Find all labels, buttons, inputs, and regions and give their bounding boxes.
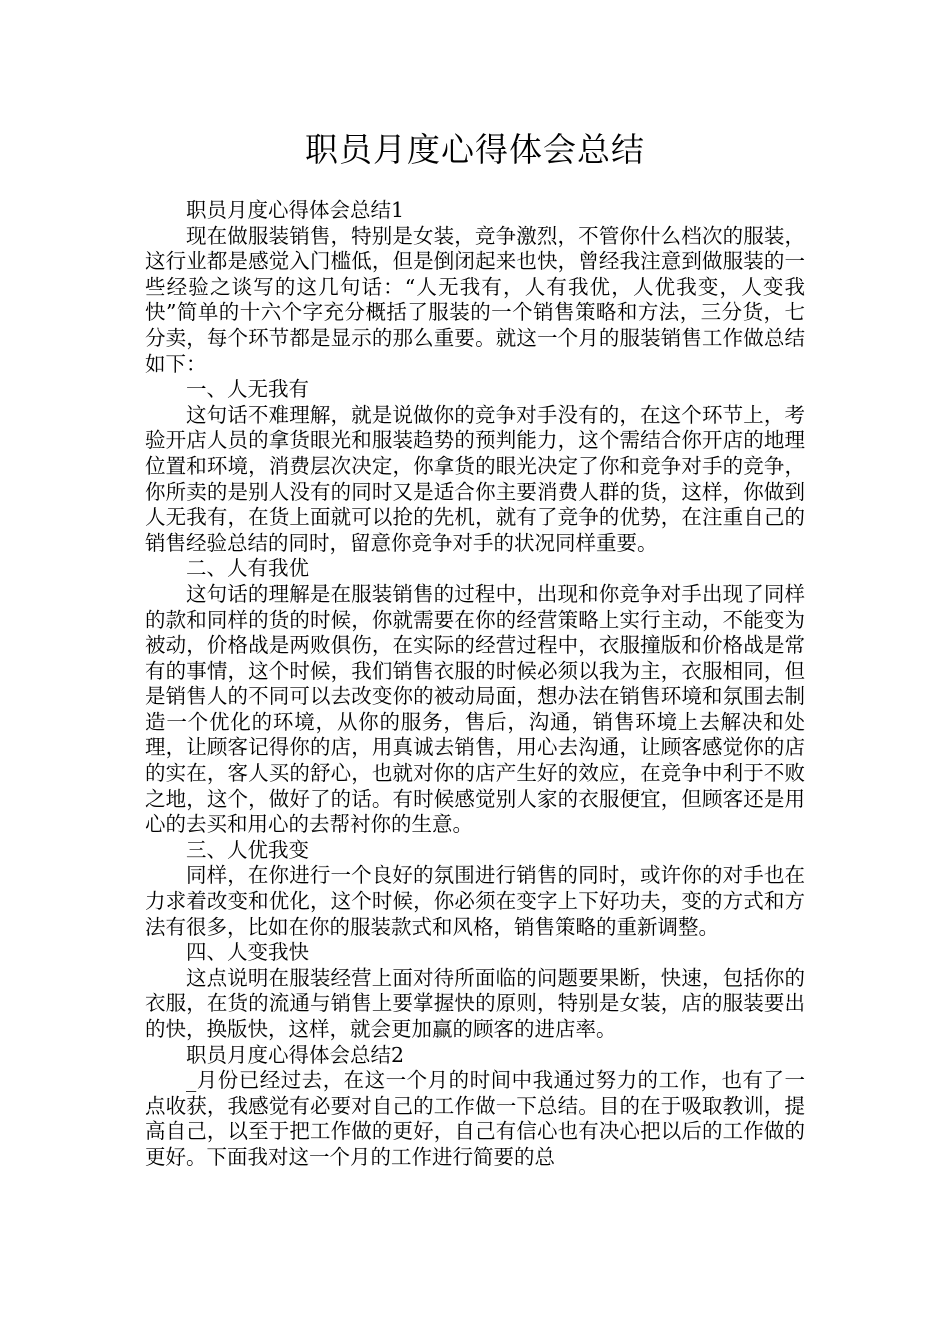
document-body [145, 198, 805, 1171]
section-heading: 三、人优我变 [186, 837, 309, 862]
section-heading: 一、人无我有 [186, 377, 309, 402]
body-paragraph: 同样，在你进行一个良好的氛围进行销售的同时，或许你的对手也在力求着改变和优化，这个时候，你必须在变字上下好功夫，变的方式和方法有很多，比如在你的服装款式和风格，销售策略的重新调整。 [145, 863, 805, 939]
section-heading: 职员月度心得体会总结1 [186, 198, 405, 222]
body-paragraph: _月份已经过去，在这一个月的时间中我通过努力的工作，也有了一点收获，我感觉有必要对自己的工作做一下总结。目的在于吸取教训，提高自己，以至于把工作做的更好，自己有信心也有决心把以后的工作做的更好。下面我对这一个月的工作进行简要的总 [145, 1068, 805, 1169]
section-heading: 二、人有我优 [186, 556, 309, 581]
section-heading: 职员月度心得体会总结2 [186, 1042, 405, 1067]
section-heading: 四、人变我快 [186, 940, 309, 965]
document-title: 职员月度心得体会总结 [305, 130, 645, 169]
body-paragraph: 这点说明在服装经营上面对待所面临的问题要果断，快速，包括你的衣服，在货的流通与销售上要掌握快的原则，特别是女装，店的服装要出的快，换版快，这样，就会更加赢的顾客的进店率。 [145, 965, 805, 1041]
body-paragraph: 这句话不难理解，就是说做你的竞争对手没有的，在这个环节上，考验开店人员的拿货眼光和服装趋势的预判能力，这个需结合你开店的地理位置和环境，消费层次决定，你拿货的眼光决定了你和竞争对手的竞争，你所卖的是别人没有的同时又是适合你主要消费人群的货，这样，你做到人无我有，在货上面就可以抢的先机，就有了竞争的优势，在注重自己的销售经验总结的同时，留意你竞争对手的状况同样重要。 [145, 402, 805, 555]
body-paragraph: 这句话的理解是在服装销售的过程中，出现和你竞争对手出现了同样的款和同样的货的时候，你就需要在你的经营策略上实行主动，不能变为被动，价格战是两败俱伤，在实际的经营过程中，衣服撞版和价格战是常有的事情，这个时候，我们销售衣服的时候必须以我为主，衣服相同，但是销售人的不同可以去改变你的被动局面，想办法在销售环境和氛围去制造一个优化的环境，从你的服务，售后，沟通，销售环境上去解决和处理，让顾客记得你的店，用真诚去销售，用心去沟通，让顾客感觉你的店的实在，客人买的舒心，也就对你的店产生好的效应，在竞争中利于不败之地，这个，做好了的话。有时候感觉别人家的衣服便宜，但顾客还是用心的去买和用心的去帮衬你的生意。 [145, 581, 805, 837]
body-paragraph: 现在做服装销售，特别是女装，竞争激烈，不管你什么档次的服装，这行业都是感觉入门槛低，但是倒闭起来也快，曾经我注意到做服装的一些经验之谈写的这几句话：“人无我有，人有我优，人优我变，人变我快”简单的十六个字充分概括了服装的一个销售策略和方法，三分货，七分卖，每个环节都是显示的那么重要。就这一个月的服装销售工作做总结如下： [145, 223, 805, 376]
